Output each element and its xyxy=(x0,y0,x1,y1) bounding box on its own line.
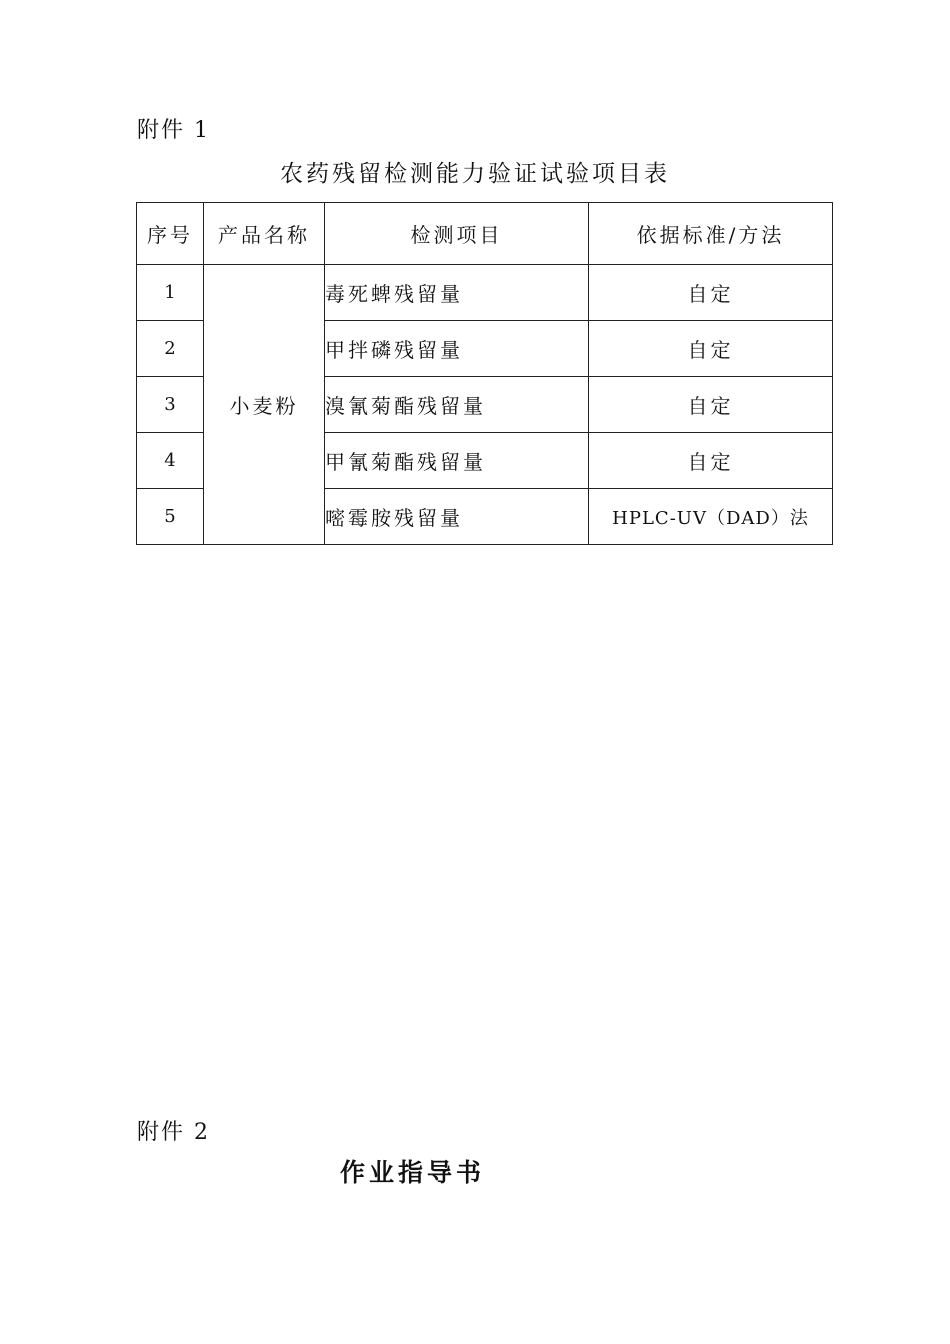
header-product: 产品名称 xyxy=(204,203,325,265)
table-title xyxy=(0,163,950,186)
row-number: 5 xyxy=(137,489,204,545)
test-item: 溴氰菊酯残留量 xyxy=(325,377,589,433)
row-number: 1 xyxy=(137,265,204,321)
row-number: 4 xyxy=(137,433,204,489)
work-instruction-heading: 作业指导书 xyxy=(340,1158,486,1187)
test-item: 甲氰菊酯残留量 xyxy=(325,433,589,489)
test-method: 自定 xyxy=(589,377,833,433)
table-header-row xyxy=(137,203,833,265)
test-item: 毒死蜱残留量 xyxy=(325,265,589,321)
attachment-2-label: 附件 2 xyxy=(137,1120,210,1145)
test-method: 自定 xyxy=(589,265,833,321)
table-row xyxy=(137,265,833,321)
product-name: 小麦粉 xyxy=(204,265,325,545)
row-number: 2 xyxy=(137,321,204,377)
test-item: 甲拌磷残留量 xyxy=(325,321,589,377)
header-item: 检测项目 xyxy=(325,203,589,265)
test-item: 嘧霉胺残留量 xyxy=(325,489,589,545)
table-title-text: 农药残留检测能力验证试验项目表 xyxy=(280,161,670,187)
attachment-1-label: 附件 1 xyxy=(137,118,210,143)
header-no: 序号 xyxy=(137,203,204,265)
test-items-table xyxy=(136,202,833,545)
row-number: 3 xyxy=(137,377,204,433)
test-method: HPLC-UV（DAD）法 xyxy=(589,489,833,545)
test-method: 自定 xyxy=(589,321,833,377)
test-method: 自定 xyxy=(589,433,833,489)
header-method: 依据标准/方法 xyxy=(589,203,833,265)
